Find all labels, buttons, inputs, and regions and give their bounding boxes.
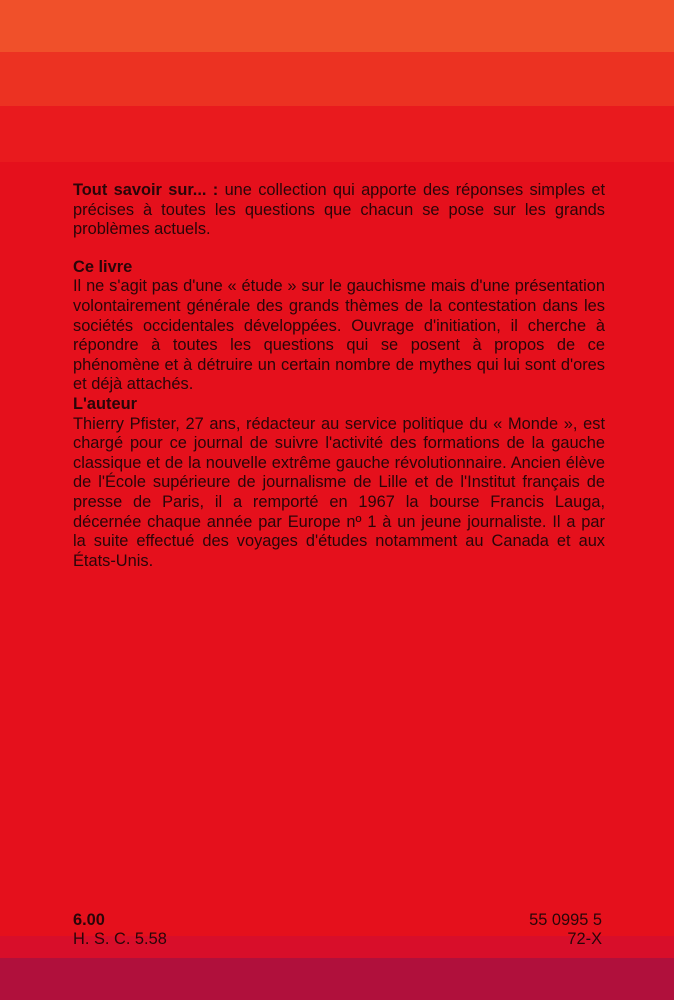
collection-title: Tout savoir sur... : — [73, 181, 219, 199]
catalog-code: H. S. C. 5.58 — [73, 930, 167, 948]
collection-intro — [73, 181, 605, 240]
isbn-number: 55 0995 5 — [529, 911, 602, 929]
isbn-suffix: 72-X — [567, 930, 602, 948]
mid-color-band — [0, 106, 674, 162]
price-block — [73, 911, 167, 949]
price: 6.00 — [73, 911, 105, 929]
bottom-color-band — [0, 958, 674, 1000]
top-color-band — [0, 0, 674, 52]
author-biography: Thierry Pfister, 27 ans, rédacteur au service politique du « Monde », est chargé pour ce journal de suivre l'activité des formations de la gauche classique et de la nouvelle extrême gauche révolutionnaire. Ancien élève de l'École supérieure de journalisme de Lille et de l'Institut français de presse de Paris, il a remporté en 1967 la bourse Francis Lauga, décernée chaque année par Europe nº 1 à un jeune journaliste. Il a par la suite effectué des voyages d'études notamment au Canada et aux États-Unis. — [73, 414, 605, 570]
isbn-block — [529, 911, 602, 949]
book-description: Il ne s'agit pas d'une « étude » sur le gauchisme mais d'une présentation volontairement générale des grands thèmes de la contestation dans les sociétés occidentales développées. Ouvrage d'initiation, il cherche à répondre à toutes les questions qui se posent à propos de ce phénomène et à détruire un certain nombre de mythes qui lui sont d'ores et déjà attachés. — [73, 277, 605, 394]
collection-description: une collection qui apporte des réponses simples et précises à toutes les questions que chacun se pose sur les grands problèmes actuels. — [73, 181, 606, 239]
book-heading: Ce livre — [73, 257, 133, 276]
author-heading: L'auteur — [73, 394, 138, 413]
upper-color-band — [0, 52, 674, 106]
back-cover-text — [73, 181, 605, 571]
